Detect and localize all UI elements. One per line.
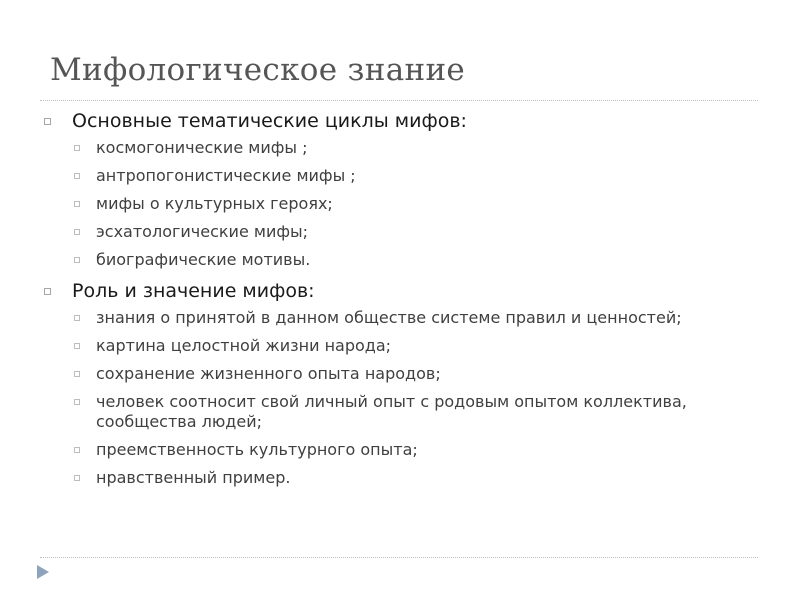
list-item [40,468,760,488]
list-item-text: сохранение жизненного опыта народов; [96,364,441,383]
section-heading [40,278,760,304]
list-item [40,166,760,186]
small-square-bullet-icon [74,343,80,349]
small-square-bullet-icon [74,447,80,453]
square-bullet-icon [44,118,51,125]
list-item [40,138,760,158]
list-item [40,364,760,384]
section-heading-text: Основные тематические циклы мифов: [72,110,467,132]
section-role-and-meaning [40,278,760,488]
list-item-text: картина целостной жизни народа; [96,336,392,355]
list-item-text: мифы о культурных героях; [96,194,333,213]
small-square-bullet-icon [74,229,80,235]
list-item-text: эсхатологические мифы; [96,222,309,241]
small-square-bullet-icon [74,399,80,405]
next-slide-arrow-icon[interactable] [37,565,49,579]
slide-title: Мифологическое знание [50,52,466,88]
list-item-text: биографические мотивы. [96,250,311,269]
small-square-bullet-icon [74,145,80,151]
small-square-bullet-icon [74,371,80,377]
small-square-bullet-icon [74,257,80,263]
slide-body [40,108,760,496]
sub-list [40,308,760,488]
list-item-text: космогонические мифы ; [96,138,308,157]
list-item [40,392,760,432]
section-heading [40,108,760,134]
footer-divider [40,557,758,558]
title-divider [40,100,758,101]
small-square-bullet-icon [74,201,80,207]
list-item [40,222,760,242]
small-square-bullet-icon [74,475,80,481]
list-item-text: нравственный пример. [96,468,291,487]
list-item [40,250,760,270]
list-item-text: знания о принятой в данном обществе системе правил и ценностей; [96,308,682,327]
small-square-bullet-icon [74,173,80,179]
list-item [40,440,760,460]
list-item [40,336,760,356]
square-bullet-icon [44,288,51,295]
list-item-text: человек соотносит свой личный опыт с родовым опытом коллектива, сообщества людей; [96,392,687,431]
section-thematic-cycles [40,108,760,270]
list-item-text: антропогонистические мифы ; [96,166,356,185]
sub-list [40,138,760,270]
section-heading-text: Роль и значение мифов: [72,280,315,302]
small-square-bullet-icon [74,315,80,321]
list-item [40,308,760,328]
list-item-text: преемственность культурного опыта; [96,440,418,459]
list-item [40,194,760,214]
